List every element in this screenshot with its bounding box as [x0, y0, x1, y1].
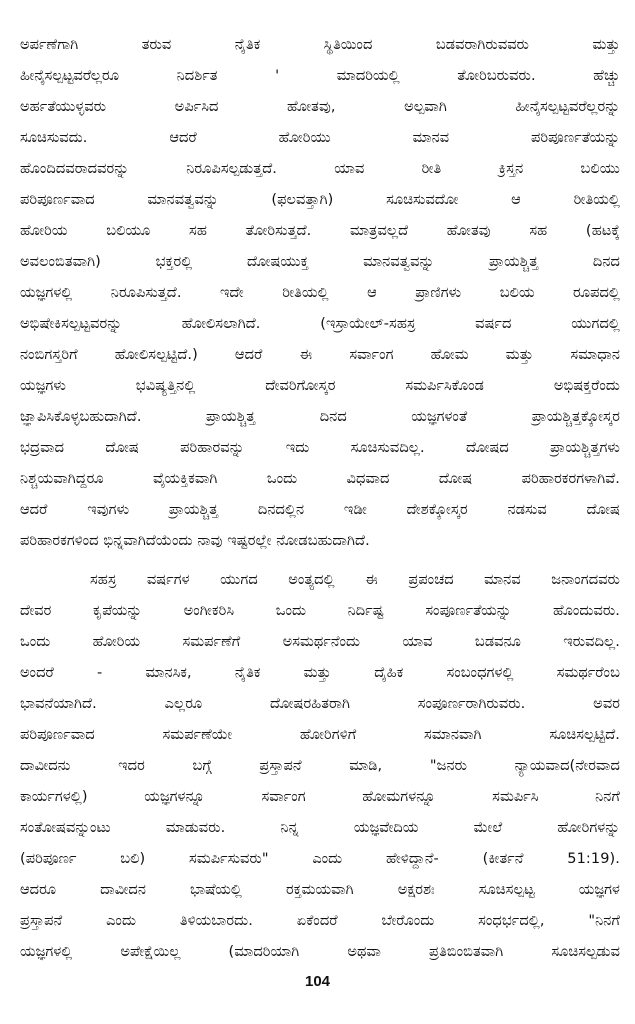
text-line: ಸಹಸ್ರ ವರ್ಷಗಳ ಯುಗದ ಅಂತ್ಯದಲ್ಲಿ ಈ ಪ್ರಪಂಚದ ಮಾನವ ಜನಾಂಗದವರು	[90, 572, 620, 588]
text-line: ಪ್ರಸ್ತಾಪನೆ ಎಂದು ತಿಳಿಯಬಾರದು. ಏಕೆಂದರೆ ಬೇರೊಂದು ಸಂಧರ್ಭದಲ್ಲಿ, "ನಿನಗೆ	[20, 913, 620, 929]
text-line: ಪರಿಹಾರಕಗಳಿಂದ ಭಿನ್ನವಾಗಿದೆಯೆಂದು ನಾವು ಇಷ್ಟರಲ್ಲೇ ನೋಡಬಹುದಾಗಿದೆ.	[20, 533, 370, 549]
text-line: ನಂಬಿಗಸ್ತರಿಗೆ ಹೋಲಿಸಲ್ಪಟ್ಟಿದೆ.) ಆದರೆ ಈ ಸರ್ವಾಂಗ ಹೋಮ ಮತ್ತು ಸಮಾಧಾನ	[20, 347, 620, 363]
text-line: ಭದ್ರವಾದ ದೋಷ ಪರಿಹಾರವನ್ನು ಇದು ಸೂಚಿಸುವದಿಲ್ಲ. ದೋಷದ ಪ್ರಾಯಶ್ಚಿತ್ತಗಳು	[20, 440, 620, 456]
text-line: ದೇವರ ಕೃಪೆಯನ್ನು ಅಂಗೀಕರಿಸಿ ಒಂದು ನಿರ್ದಿಷ್ಟ ಸಂಪೂರ್ಣತೆಯನ್ನು ಹೊಂದುವರು.	[20, 603, 620, 619]
text-line: ಅಂದರೆ - ಮಾನಸಿಕ, ನೈತಿಕ ಮತ್ತು ದೈಹಿಕ ಸಂಬಂಧಗಳಲ್ಲಿ ಸಮರ್ಥರೆಂಬ	[20, 665, 620, 681]
text-line: ಆದರೆ ಇವುಗಳು ಪ್ರಾಯಶ್ಚಿತ್ತ ದಿನದಲ್ಲಿನ ಇಡೀ ದೇಶಕ್ಕೋಸ್ಕರ ನಡಸುವ ದೋಷ	[20, 502, 620, 518]
text-line: ಭಾವನೆಯಾಗಿದೆ. ಎಲ್ಲರೂ ದೋಷರಹಿತರಾಗಿ ಸಂಪೂರ್ಣರಾಗಿರುವರು. ಅವರ	[20, 696, 620, 712]
text-line: ಹೊಂದಿದವರಾದವರನ್ನು ನಿರೂಪಿಸಲ್ಪಡುತ್ತದೆ. ಯಾವ ರೀತಿ ಕ್ರಿಸ್ತನ ಬಲಿಯು	[20, 161, 620, 177]
text-line: ಯಜ್ಞಗಳಲ್ಲಿ ನಿರೂಪಿಸುತ್ತದೆ. ಇದೇ ರೀತಿಯಲ್ಲಿ ಆ ಪ್ರಾಣಿಗಳು ಬಲಿಯ ರೂಪದಲ್ಲಿ	[20, 285, 620, 301]
text-line: ಅಭಿಷೇಕಿಸಲ್ಪಟ್ಟವರನ್ನು ಹೋಲಿಸಲಾಗಿದೆ. (ಇಸ್ರಾಯೇಲ್-ಸಹಸ್ರ ವರ್ಷದ ಯುಗದಲ್ಲಿ	[20, 316, 620, 332]
text-line: ಹೋರಿಯ ಬಲಿಯೂ ಸಹ ತೋರಿಸುತ್ತದೆ. ಮಾತ್ರವಲ್ಲದೆ ಹೋತವು ಸಹ (ಹಟಕ್ಕೆ	[20, 223, 620, 239]
paragraph-2	[20, 565, 620, 968]
text-line: ಸಂತೋಷವನ್ನುಂಟು ಮಾಡುವರು. ನಿನ್ನ ಯಜ್ಞವೇದಿಯ ಮೇಲೆ ಹೋರಿಗಳನ್ನು	[20, 820, 620, 836]
text-line: ಅರ್ಹತೆಯುಳ್ಳವರು ಅರ್ಪಿಸಿದ ಹೋತವು, ಅಲ್ಪವಾಗಿ ಹೀನೈಸಲ್ಪಟ್ಟವರೆಲ್ಲರನ್ನು	[20, 99, 620, 115]
text-line: ಅರ್ಪಣೆಗಾಗಿ ತರುವ ನೈತಿಕ ಸ್ಥಿತಿಯಿಂದ ಬಡವರಾಗಿರುವವರು ಮತ್ತು	[20, 37, 620, 53]
text-line: ಪರಿಪೂರ್ಣವಾದ ಮಾನವತ್ವವನ್ನು (ಫಲವತ್ತಾಗಿ) ಸೂಚಿಸುವದೋ ಆ ರೀತಿಯಲ್ಲಿ	[20, 192, 620, 208]
text-line: ಜ್ಞಾಪಿಸಿಕೊಳ್ಳಬಹುದಾಗಿದೆ. ಪ್ರಾಯಶ್ಚಿತ್ತ ದಿನದ ಯಜ್ಞಗಳಂತೆ ಪ್ರಾಯಶ್ಚಿತ್ತಕ್ಕೋಸ್ಕರ	[20, 409, 620, 425]
text-line: ಒಂದು ಹೋರಿಯ ಸಮರ್ಪಣೆಗೆ ಅಸಮರ್ಥನೆಂದು ಯಾವ ಬಡವನೂ ಇರುವದಿಲ್ಲ.	[20, 634, 620, 650]
text-line: ನಿಶ್ಚಯವಾಗಿದ್ದರೂ ವೈಯಕ್ತಿಕವಾಗಿ ಒಂದು ವಿಧವಾದ ದೋಷ ಪರಿಹಾರಕರಗಳಾಗಿವೆ.	[20, 471, 620, 487]
text-line: ಹೀನೈಸಲ್ಪಟ್ಟವರೆಲ್ಲರೂ ನಿದರ್ಶಿತ ' ಮಾದರಿಯಲ್ಲಿ ತೋರಿಬರುವರು. ಹೆಚ್ಚು	[20, 68, 620, 84]
text-line: ಅವಲಂಬಿತವಾಗಿ) ಭಕ್ತರಲ್ಲಿ ದೋಷಯುಕ್ತ ಮಾನವತ್ವವನ್ನು ಪ್ರಾಯಶ್ಚಿತ್ತ ದಿನದ	[20, 254, 620, 270]
text-line: (ಪರಿಪೂರ್ಣ ಬಲಿ) ಸಮರ್ಪಿಸುವರು" ಎಂದು ಹೇಳಿದ್ದಾನೆ- (ಕೀರ್ತನೆ 51:19).	[20, 851, 620, 867]
text-line: ಪರಿಪೂರ್ಣವಾದ ಸಮರ್ಪಣೆಯೇ ಹೋರಿಗಳಿಗೆ ಸಮಾನವಾಗಿ ಸೂಚಿಸಲ್ಪಟ್ಟಿದೆ.	[20, 727, 620, 743]
text-line: ಸೂಚಿಸುವದು. ಆದರೆ ಹೋರಿಯು ಮಾನವ ಪರಿಪೂರ್ಣತೆಯನ್ನು	[20, 130, 620, 146]
text-line: ಕಾರ್ಯಗಳಲ್ಲಿ) ಯಜ್ಞಗಳನ್ನೂ ಸರ್ವಾಂಗ ಹೋಮಗಳನ್ನೂ ಸಮರ್ಪಿಸಿ ನಿನಗೆ	[20, 789, 620, 805]
text-line: ಆದರೂ ದಾವೀದನ ಭಾಷೆಯಲ್ಲಿ ರಕ್ತಮಯವಾಗಿ ಅಕ್ಷರಶಃ ಸೂಚಿಸಲ್ಪಟ್ಟ ಯಜ್ಞಗಳ	[20, 882, 620, 898]
text-line: ಯಜ್ಞಗಳು ಭವಿಷ್ಯತ್ತಿನಲ್ಲಿ ದೇವರಿಗೋಸ್ಕರ ಸಮರ್ಪಿಸಿಕೊಂಡ ಅಭಿಷಕ್ತರೆಂದು	[20, 378, 620, 394]
page-number: 104	[304, 973, 331, 990]
text-line: ದಾವೀದನು ಇದರ ಬಗ್ಗೆ ಪ್ರಸ್ತಾಪನೆ ಮಾಡಿ, "ಜನರು ನ್ಯಾಯವಾದ(ನೇರವಾದ	[20, 758, 620, 774]
text-line: ಯಜ್ಞಗಳಲ್ಲಿ ಅಪೇಕ್ಷೆಯಿಲ್ಲ (ಮಾದರಿಯಾಗಿ ಅಥವಾ ಪ್ರತಿಬಿಂಬಿತವಾಗಿ ಸೂಚಿಸಲ್ಪಡುವ	[20, 944, 620, 960]
paragraph-1	[20, 30, 620, 557]
